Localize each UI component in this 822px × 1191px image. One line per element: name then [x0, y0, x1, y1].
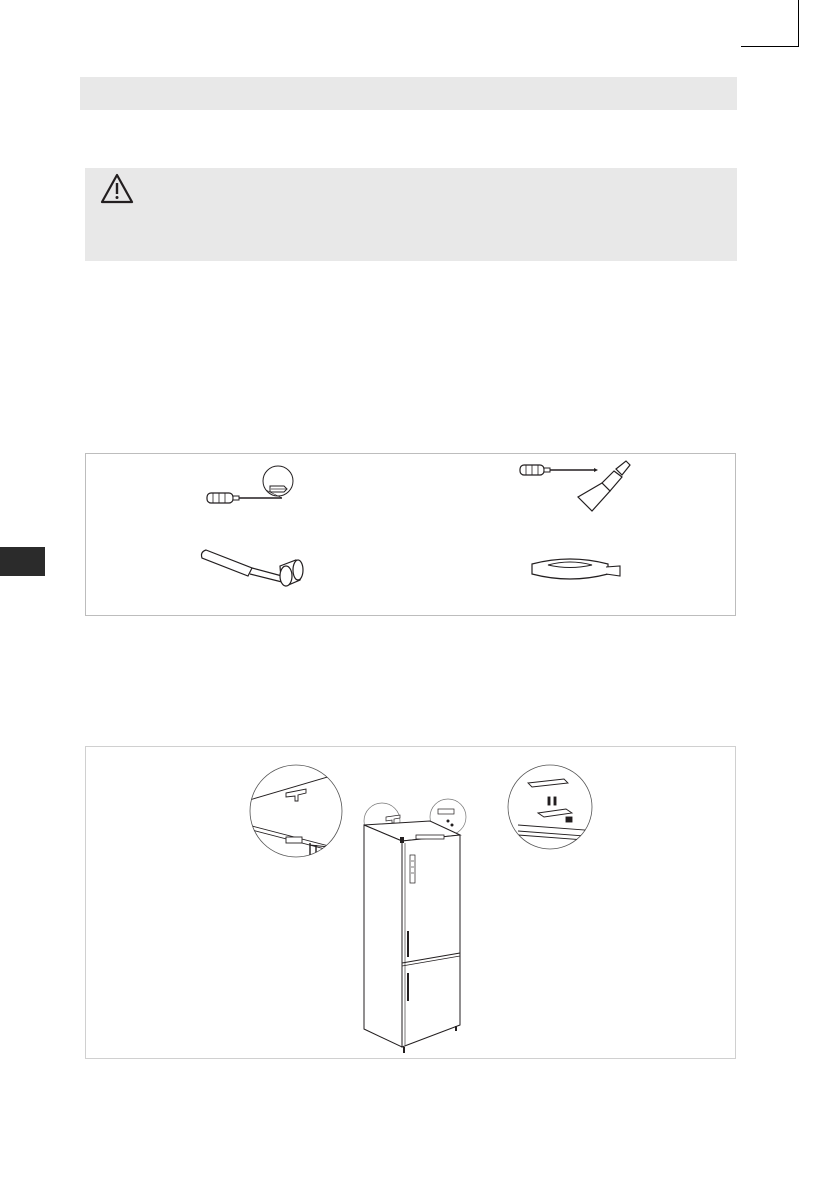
hinge-detail-left-icon [248, 767, 348, 866]
warning-triangle-icon [99, 172, 135, 206]
fridge-figure-box [85, 746, 736, 1059]
adhesive-tape-icon [526, 552, 626, 589]
warning-box [85, 168, 737, 261]
cross-screwdriver-icon [204, 462, 294, 515]
fridge-freezer-icon [360, 797, 470, 1058]
flat-screwdriver-putty-knife-icon [518, 459, 638, 520]
tools-box [85, 453, 736, 616]
mallet-icon [198, 546, 318, 597]
crop-mark-vertical [798, 0, 799, 46]
crop-mark-horizontal [741, 46, 799, 47]
section-header-bar [80, 77, 737, 110]
side-chapter-tab [0, 547, 45, 576]
hinge-detail-right-icon [508, 767, 598, 858]
